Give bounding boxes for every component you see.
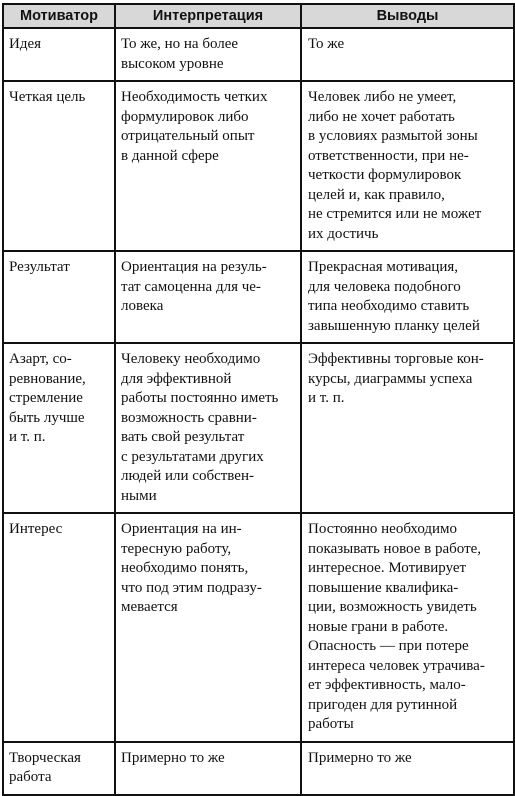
table-header [3,4,514,28]
motivators-table [2,3,515,796]
table-row [3,251,514,343]
interpretation-cell: Человеку необходимо для эффективной работы постоянно иметь возможность сравни- вать свой результат с результатами других людей или собствен- ными [115,343,301,513]
table-body [3,28,514,795]
conclusions-cell: То же [301,28,514,81]
header-row [3,4,514,28]
motivator-cell: Интерес [3,513,115,742]
interpretation-cell: Ориентация на резуль- тат самоценна для че- ловека [115,251,301,343]
interpretation-cell: Ориентация на ин- тересную работу, необходимо понять, что под этим подразу- мевается [115,513,301,742]
header-interpretation: Интерпретация [115,4,301,28]
table-row [3,28,514,81]
header-motivator: Мотиватор [3,4,115,28]
table-row [3,343,514,513]
motivator-cell: Творческая работа [3,742,115,795]
conclusions-cell: Эффективны торговые кон- курсы, диаграммы успеха и т. п. [301,343,514,513]
table-row [3,742,514,795]
table-row [3,81,514,251]
conclusions-cell: Постоянно необходимо показывать новое в работе, интересное. Мотивирует повышение квалифика- ции, возможность увидеть новые грани в работе. Опасность — при потере интереса человек утрачива- ет эффективность, мало- пригоден для рутинной работы [301,513,514,742]
table-row [3,513,514,742]
motivator-cell: Азарт, со- ревнование, стремление быть лучше и т. п. [3,343,115,513]
header-conclusions: Выводы [301,4,514,28]
motivator-cell: Результат [3,251,115,343]
motivator-cell: Четкая цель [3,81,115,251]
conclusions-cell: Прекрасная мотивация, для человека подобного типа необходимо ставить завышенную планку целей [301,251,514,343]
motivator-cell: Идея [3,28,115,81]
interpretation-cell: Примерно то же [115,742,301,795]
conclusions-cell: Человек либо не умеет, либо не хочет работать в условиях размытой зоны ответственности, при не- четкости формулировок целей и, как правило, не стремится или не может их достичь [301,81,514,251]
conclusions-cell: Примерно то же [301,742,514,795]
interpretation-cell: Необходимость четких формулировок либо отрицательный опыт в данной сфере [115,81,301,251]
interpretation-cell: То же, но на более высоком уровне [115,28,301,81]
